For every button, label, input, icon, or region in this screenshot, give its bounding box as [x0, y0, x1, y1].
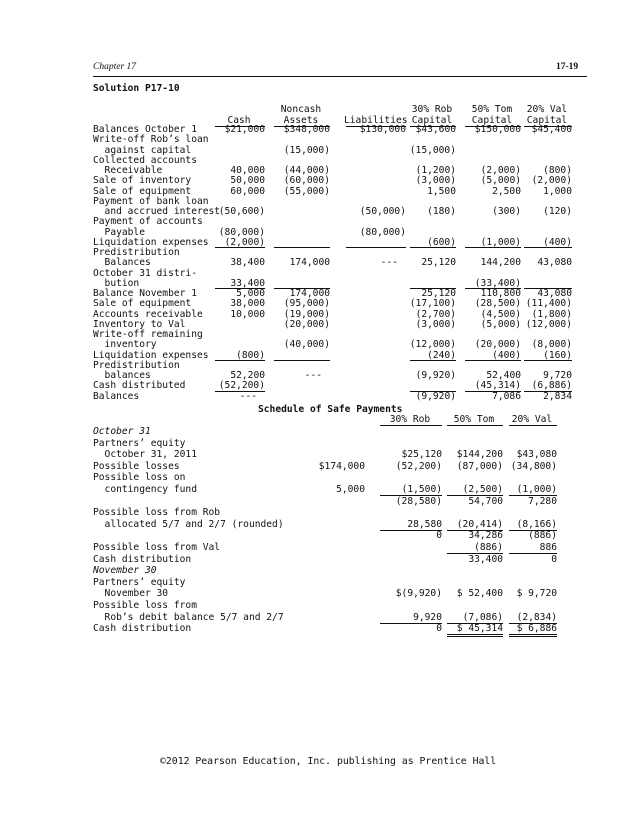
row-label: Balances October 1 — [93, 124, 197, 135]
row-label: Payment of bank loan — [93, 195, 209, 207]
table-cell: (55,000) — [283, 185, 330, 197]
table-cell: (1,200) — [415, 165, 456, 176]
schedule-row-label: contingency fund — [93, 484, 197, 495]
table-cell: 1,000 — [543, 185, 572, 197]
table-cell: (3,000) — [415, 175, 456, 187]
col-header: 30% Rob — [411, 104, 453, 115]
table-cell: --- — [380, 257, 398, 269]
table-cell: (2,000) — [480, 165, 521, 176]
table-cell: 1,500 — [427, 185, 456, 197]
table-cell: (1,000) — [480, 236, 521, 248]
row-label: Write-off remaining — [93, 329, 203, 340]
chapter-label: Chapter 17 — [93, 62, 137, 72]
table-cell: (800) — [543, 165, 572, 176]
row-label: Write-off Rob’s loan — [93, 134, 209, 146]
table-cell: (52,200) — [218, 380, 265, 392]
table-cell: (9,920) — [415, 390, 456, 402]
schedule-cell: 9,920 — [413, 611, 442, 623]
table-cell: $150,000 — [474, 124, 521, 135]
schedule-cell: $ 9,720 — [516, 588, 557, 600]
row-label: bution — [93, 277, 140, 289]
schedule-row-label: Cash distribution — [93, 623, 192, 635]
schedule-cell: (34,800) — [510, 460, 557, 472]
table-cell: $43,600 — [415, 124, 456, 135]
table-cell: 43,080 — [537, 257, 572, 269]
table-cell: (33,400) — [474, 277, 521, 289]
schedule-cell: (886) — [474, 542, 503, 553]
schedule-cell: (2,834) — [516, 611, 557, 623]
table-cell: 52,200 — [230, 370, 265, 381]
sum-underline — [346, 247, 406, 248]
table-cell: (600) — [427, 236, 456, 248]
table-cell: (15,000) — [409, 144, 456, 156]
table-cell: --- — [239, 390, 257, 402]
row-label: balances — [93, 370, 151, 381]
schedule-cell: (87,000) — [456, 460, 503, 472]
table-cell: 110,800 — [480, 288, 521, 299]
col-header: 50% Tom — [471, 104, 513, 115]
table-cell: 52,400 — [486, 370, 521, 381]
col-header: Assets — [283, 115, 319, 126]
table-cell: (120) — [543, 206, 572, 217]
schedule-cell: $(9,920) — [395, 588, 442, 600]
table-cell: 174,000 — [289, 288, 330, 299]
table-cell: 5,000 — [236, 288, 265, 299]
table-cell: $45,400 — [531, 124, 572, 135]
row-label: Accounts receivable — [93, 308, 203, 320]
schedule-row-label: Possible loss from Val — [93, 542, 221, 553]
table-cell: $348,000 — [283, 124, 330, 135]
table-cell: (28,500) — [474, 298, 521, 310]
schedule-underline — [447, 634, 503, 635]
schedule-cell: 886 — [539, 542, 557, 553]
schedule-cell: 7,280 — [528, 495, 557, 507]
table-cell: (11,400) — [525, 298, 572, 310]
schedule-underline — [509, 636, 557, 637]
schedule-row-label: Partners’ equity — [93, 576, 186, 588]
schedule-cell: (2,500) — [462, 484, 503, 495]
row-label: Predistribution — [93, 359, 180, 371]
schedule-row-label: Rob’s debit balance 5/7 and 2/7 — [93, 611, 284, 623]
table-cell: $130,000 — [359, 124, 406, 135]
table-cell: (400) — [492, 349, 521, 361]
schedule-cell: 0 — [436, 623, 442, 635]
row-label: Predistribution — [93, 247, 180, 258]
table-cell: (9,920) — [415, 370, 456, 381]
schedule-row-label: Possible loss from — [93, 600, 197, 611]
schedule-row-label: allocated 5/7 and 2/7 (rounded) — [93, 518, 284, 530]
schedule-header-underline — [380, 425, 442, 426]
sum-underline — [215, 247, 265, 248]
col-header: 20% Val — [526, 104, 568, 115]
schedule-cell: (28,580) — [395, 495, 442, 507]
table-cell: $21,000 — [224, 124, 265, 135]
table-cell: (6,886) — [531, 380, 572, 392]
schedule-total-loss: $174,000 — [318, 460, 365, 472]
table-cell: (400) — [543, 236, 572, 248]
solution-title: Solution P17-10 — [93, 83, 180, 94]
table-cell: (45,314) — [474, 380, 521, 392]
table-cell: (12,000) — [525, 318, 572, 330]
table-cell: (1,800) — [531, 308, 572, 320]
col-header: Capital — [526, 115, 568, 126]
table-cell: (12,000) — [409, 339, 456, 351]
table-cell: --- — [304, 370, 322, 381]
col-header: Capital — [471, 115, 513, 126]
table-cell: 60,000 — [230, 185, 265, 197]
schedule-underline — [509, 634, 557, 635]
table-cell: (80,000) — [359, 226, 406, 238]
table-cell: (20,000) — [474, 339, 521, 351]
schedule-cell: (7,086) — [462, 611, 503, 623]
table-cell: 33,400 — [230, 277, 265, 289]
row-label: Sale of equipment — [93, 298, 192, 310]
schedule-cell: $144,200 — [456, 449, 503, 461]
sum-underline — [274, 247, 330, 248]
row-label: Payment of accounts — [93, 216, 203, 228]
table-cell: 144,200 — [480, 257, 521, 269]
table-cell: (40,000) — [283, 339, 330, 351]
table-cell: (15,000) — [283, 144, 330, 156]
sum-underline — [410, 247, 456, 248]
table-cell: (20,000) — [283, 318, 330, 330]
sum-underline — [215, 360, 265, 361]
schedule-cell: (886) — [528, 530, 557, 542]
schedule-cell: $43,080 — [516, 449, 557, 461]
table-cell: 38,000 — [230, 298, 265, 310]
schedule-row-label: Possible losses — [93, 460, 180, 472]
table-cell: (800) — [236, 349, 265, 361]
table-cell: (44,000) — [283, 165, 330, 176]
schedule-row-label: October 31 — [93, 426, 151, 437]
table-cell: (5,000) — [480, 175, 521, 187]
col-header: Noncash — [280, 104, 322, 115]
table-cell: (19,000) — [283, 308, 330, 320]
sum-underline — [524, 360, 572, 361]
schedule-col-header: 30% Rob — [389, 414, 431, 425]
row-label: against capital — [93, 144, 192, 156]
schedule-cell: 34,286 — [468, 530, 503, 542]
schedule-cell: 28,580 — [407, 518, 442, 530]
row-label: Balance November 1 — [93, 288, 197, 299]
schedule-underline — [447, 636, 503, 637]
sum-underline — [465, 247, 521, 248]
schedule-col-header: 50% Tom — [453, 414, 495, 425]
row-label: Collected accounts — [93, 154, 197, 166]
schedule-cell: (8,166) — [516, 518, 557, 530]
table-cell: 25,120 — [421, 257, 456, 269]
schedule-title: Schedule of Safe Payments — [258, 404, 403, 415]
table-cell: (60,000) — [283, 175, 330, 187]
table-cell: 38,400 — [230, 257, 265, 269]
table-cell: 25,120 — [421, 288, 456, 299]
table-cell: 174,000 — [289, 257, 330, 269]
schedule-cell: $ 52,400 — [456, 588, 503, 600]
row-label: Liquidation expenses — [93, 236, 209, 248]
page-number: 17-19 — [556, 62, 579, 72]
schedule-cell: 54,700 — [468, 495, 503, 507]
table-cell: (8,000) — [531, 339, 572, 351]
table-cell: (4,500) — [480, 308, 521, 320]
row-label: Receivable — [93, 165, 163, 176]
schedule-cell: $ 6,886 — [516, 623, 557, 635]
schedule-cell: (52,200) — [395, 460, 442, 472]
sum-underline — [410, 360, 456, 361]
row-label: inventory — [93, 339, 157, 351]
row-label: Cash distributed — [93, 380, 186, 392]
schedule-row-label: November 30 — [93, 588, 169, 600]
schedule-cell: 0 — [551, 553, 557, 565]
schedule-row-label: Possible loss on — [93, 472, 186, 484]
table-cell: (50,600) — [218, 206, 265, 217]
schedule-row-label: Possible loss from Rob — [93, 507, 221, 519]
table-cell: (2,700) — [415, 308, 456, 320]
table-cell: (3,000) — [415, 318, 456, 330]
row-label: October 31 distri- — [93, 267, 197, 279]
row-label: and accrued interest — [93, 206, 221, 217]
table-cell: (180) — [427, 206, 456, 217]
schedule-row-label: Cash distribution — [93, 553, 192, 565]
schedule-row-label: Partners’ equity — [93, 437, 186, 449]
schedule-row-label: October 31, 2011 — [93, 449, 197, 461]
table-cell: 10,000 — [230, 308, 265, 320]
schedule-cell: $25,120 — [401, 449, 442, 461]
schedule-cell: 33,400 — [468, 553, 503, 565]
table-cell: (5,000) — [480, 318, 521, 330]
schedule-row-label: November 30 — [93, 565, 157, 577]
col-header: Capital — [411, 115, 453, 126]
row-label: Balances — [93, 390, 140, 402]
table-cell: (80,000) — [218, 226, 265, 238]
sum-underline — [465, 360, 521, 361]
row-label: Sale of equipment — [93, 185, 192, 197]
table-cell: (160) — [543, 349, 572, 361]
table-cell: 2,834 — [543, 390, 572, 402]
table-cell: 7,086 — [492, 390, 521, 402]
schedule-header-underline — [509, 425, 557, 426]
table-cell: 9,720 — [543, 370, 572, 381]
row-label: Balances — [93, 257, 151, 269]
schedule-col-header: 20% Val — [511, 414, 553, 425]
col-header: Cash — [227, 115, 251, 126]
schedule-cell: 0 — [436, 530, 442, 542]
schedule-cell: (20,414) — [456, 518, 503, 530]
copyright-footer: ©2012 Pearson Education, Inc. publishing as Prentice Hall — [160, 756, 497, 767]
schedule-total-loss: 5,000 — [336, 484, 365, 495]
table-cell: (240) — [427, 349, 456, 361]
table-cell: (2,000) — [224, 236, 265, 248]
row-label: Liquidation expenses — [93, 349, 209, 361]
table-cell: 2,500 — [492, 185, 521, 197]
table-cell: 40,000 — [230, 165, 265, 176]
schedule-header-underline — [447, 425, 503, 426]
schedule-cell: (1,000) — [516, 484, 557, 495]
table-cell: 43,080 — [537, 288, 572, 299]
row-label: Sale of inventory — [93, 175, 192, 187]
row-label: Inventory to Val — [93, 318, 186, 330]
sum-underline — [524, 247, 572, 248]
sum-underline — [274, 360, 330, 361]
header-rule — [93, 76, 587, 77]
table-cell: (95,000) — [283, 298, 330, 310]
schedule-cell: (1,500) — [401, 484, 442, 495]
table-cell: (300) — [492, 206, 521, 217]
schedule-cell: $ 45,314 — [456, 623, 503, 635]
col-header: Liabilities — [344, 115, 408, 126]
table-cell: 50,000 — [230, 175, 265, 187]
table-cell: (17,100) — [409, 298, 456, 310]
table-cell: (2,000) — [531, 175, 572, 187]
table-cell: (50,000) — [359, 206, 406, 217]
row-label: Payable — [93, 226, 145, 238]
